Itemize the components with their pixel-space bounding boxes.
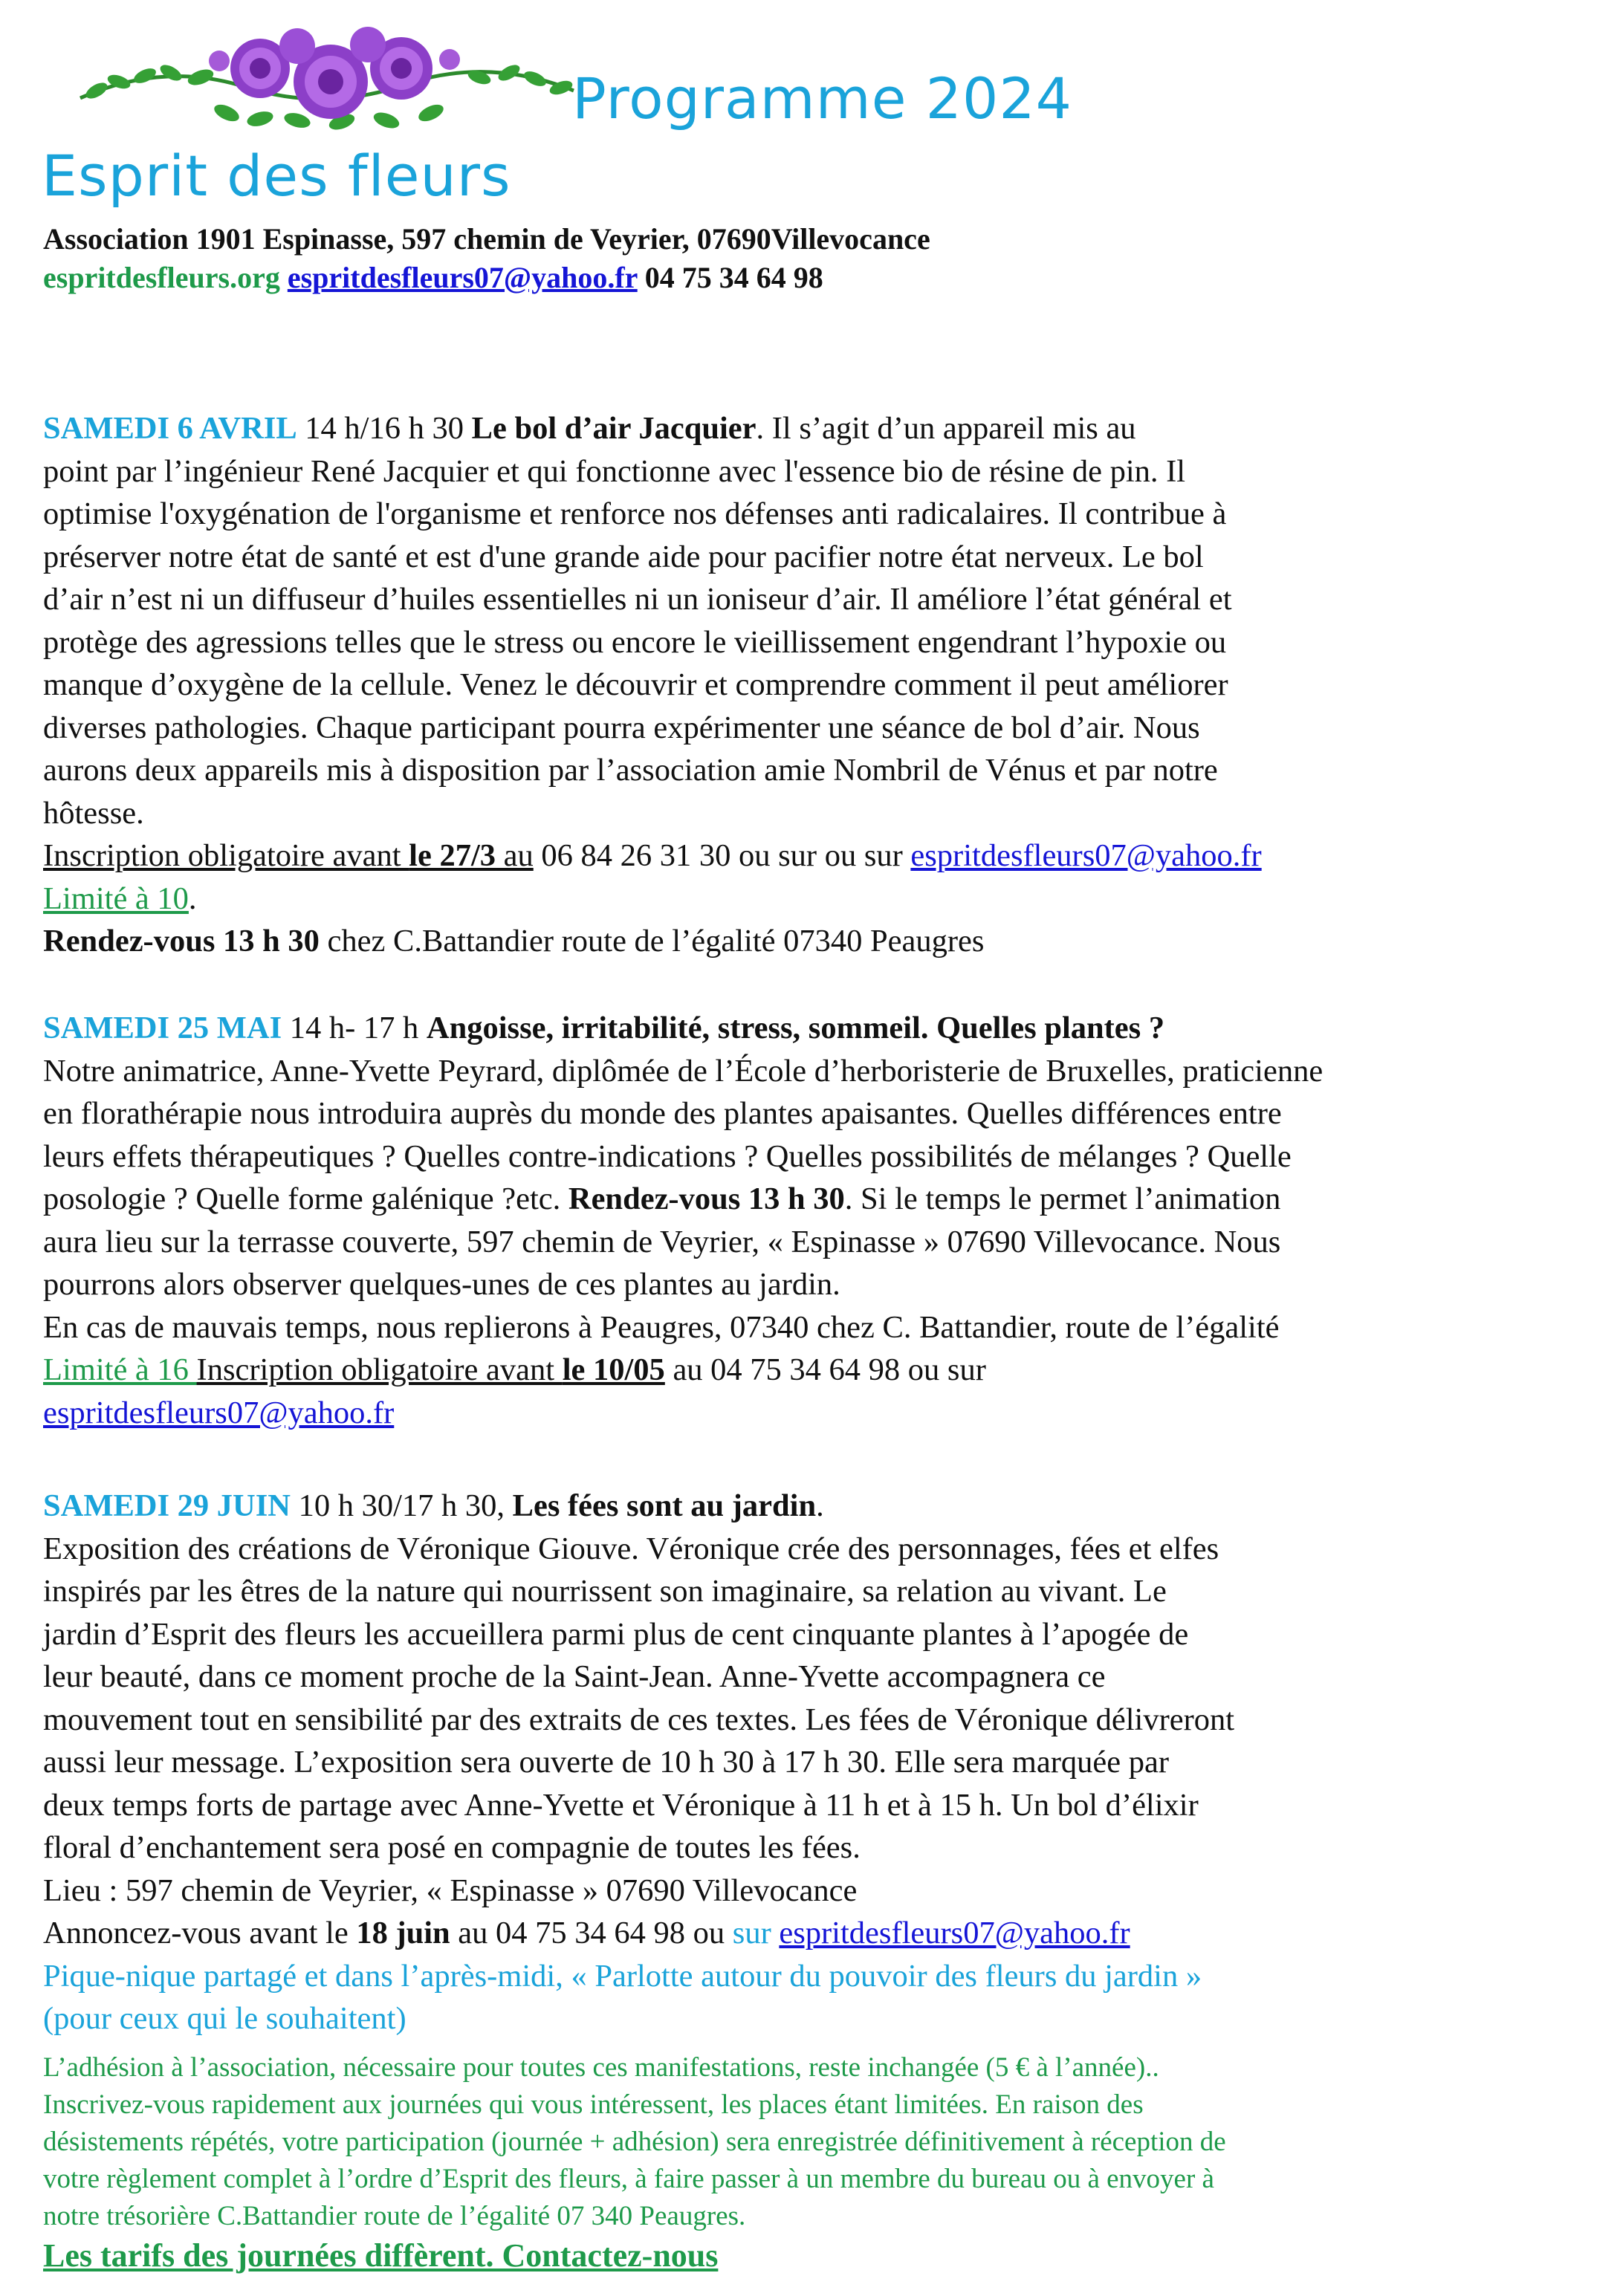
event-3-registration	[43, 1912, 1589, 1955]
event-2-text: Notre animatrice, Anne-Yvette Peyrard, diplômée de l’École d’herboristerie de Bruxelles, praticienne	[43, 1053, 1323, 1089]
event-3-text: Exposition des créations de Véronique Giouve. Véronique crée des personnages, fées et elfes	[43, 1531, 1219, 1566]
registration-note: votre règlement complet à l’ordre d’Esprit des fleurs, à faire passer à un membre du bureau ou à envoyer à	[43, 2164, 1214, 2194]
announce-sur: sur	[732, 1916, 780, 1950]
contact-line	[43, 260, 823, 295]
event-3-location: Lieu : 597 chemin de Veyrier, « Espinasse » 07690 Villevocance	[43, 1872, 858, 1908]
event-2-title: Angoisse, irritabilité, stress, sommeil. Quelles plantes ?	[426, 1011, 1165, 1045]
event-2-meeting-time: Rendez-vous 13 h 30	[568, 1181, 845, 1216]
footer-notes	[43, 2049, 1589, 2235]
event-2-text-part: . Si le temps le permet l’animation	[844, 1181, 1281, 1216]
event-3-title: Les fées sont au jardin	[512, 1488, 817, 1523]
event-2-text: aura lieu sur la terrasse couverte, 597 chemin de Veyrier, « Espinasse » 07690 Villevocance. Nous	[43, 1224, 1281, 1259]
registration-phone: 06 84 26 31 30 ou sur ou sur	[533, 838, 911, 873]
event-2-text: en florathérapie nous introduira auprès du monde des plantes apaisantes. Quelles différences entre	[43, 1096, 1282, 1131]
limit-label: Limité à 10	[43, 881, 189, 916]
program-title: Programme 2024	[572, 65, 1073, 132]
event-1-text: aurons deux appareils mis à disposition par l’association amie Nombril de Vénus et par notre	[43, 753, 1218, 788]
purple-rose-garland-icon	[74, 16, 580, 143]
event-1	[43, 407, 1589, 963]
event-1-text: d’air n’est ni un diffuseur d’huiles essentielles ni un ioniseur d’air. Il améliore l’état général et	[43, 582, 1232, 617]
limit-label: Limité à 16	[43, 1352, 197, 1387]
event-1-text: préserver notre état de santé et est d'une grande aide pour pacifier notre état nerveux. Le bol	[43, 539, 1204, 574]
registration-note: désistements répétés, votre participation (journée + adhésion) sera enregistrée définitivement à réception de	[43, 2127, 1226, 2157]
registration-deadline: le 10/05	[562, 1352, 665, 1387]
event-2-email	[43, 1392, 1589, 1435]
event-3-text: aussi leur message. L’exposition sera ouverte de 10 h 30 à 17 h 30. Elle sera marquée par	[43, 1745, 1169, 1780]
event-1-registration	[43, 834, 1589, 878]
event-2-text: leurs effets thérapeutiques ? Quelles contre-indications ? Quelles possibilités de mélanges ? Quelle	[43, 1138, 1292, 1174]
event-3-text: leur beauté, dans ce moment proche de la Saint-Jean. Anne-Yvette accompagnera ce	[43, 1659, 1106, 1694]
event-1-text: hôtesse.	[43, 795, 144, 831]
event-2-date: SAMEDI 25 MAI	[43, 1011, 282, 1045]
event-1-heading	[43, 407, 1589, 450]
meeting-place: chez C.Battandier route de l’égalité 07340 Peaugres	[319, 924, 985, 959]
event-3-heading	[43, 1485, 1589, 1528]
event-3-text: mouvement tout en sensibilité par des extraits de ces textes. Les fées de Véronique délivreront	[43, 1702, 1235, 1737]
event-3	[43, 1485, 1589, 2040]
event-1-text: diverses pathologies. Chaque participant pourra expérimenter une séance de bol d’air. Nous	[43, 710, 1200, 745]
event-2-text-part: posologie ? Quelle forme galénique ?etc.	[43, 1181, 568, 1216]
meeting-time: Rendez-vous 13 h 30	[43, 924, 320, 959]
event-2-text	[43, 1178, 1589, 1221]
org-name: Esprit des fleurs	[42, 143, 511, 209]
event-2	[43, 1007, 1589, 1434]
announce-phone: au 04 75 34 64 98 ou	[450, 1916, 733, 1950]
email-link[interactable]: espritdesfleurs07@yahoo.fr	[287, 261, 638, 294]
registration-note: notre trésorière C.Battandier route de l’égalité 07 340 Peaugres.	[43, 2201, 746, 2231]
event-2-text: En cas de mauvais temps, nous replierons à Peaugres, 07340 chez C. Battandier, route de l’égalité	[43, 1309, 1280, 1345]
event-3-text: jardin d’Esprit des fleurs les accueillera parmi plus de cent cinquante plantes à l’apogée de	[43, 1616, 1189, 1652]
event-1-meeting	[43, 920, 1589, 963]
event-1-time: 14 h/16 h 30	[297, 411, 472, 446]
event-1-text: point par l’ingénieur René Jacquier et qui fonctionne avec l'essence bio de résine de pin. Il	[43, 453, 1186, 489]
registration-label: Inscription obligatoire avant	[196, 1352, 563, 1387]
event-3-picnic: Pique-nique partagé et dans l’après-midi, « Parlotte autour du pouvoir des fleurs du jardin »	[43, 1958, 1202, 1994]
event-3-date: SAMEDI 29 JUIN	[43, 1488, 291, 1523]
tarifs-contact-link[interactable]: Les tarifs des journées diffèrent. Contactez-nous	[43, 2237, 719, 2274]
announce-deadline: 18 juin	[356, 1916, 450, 1950]
phone-number: 04 75 34 64 98	[644, 261, 823, 294]
registration-phone: au 04 75 34 64 98 ou sur	[664, 1352, 986, 1387]
limit-dot: .	[188, 881, 197, 916]
registration-label: Inscription obligatoire avant	[43, 838, 409, 873]
event-1-limit	[43, 878, 1589, 921]
event-2-text: pourrons alors observer quelques-unes de ces plantes au jardin.	[43, 1267, 840, 1302]
registration-deadline: le 27/3	[409, 838, 496, 873]
event-3-text: inspirés par les êtres de la nature qui nourrissent son imaginaire, sa relation au vivant. Le	[43, 1574, 1167, 1609]
event-2-heading	[43, 1007, 1589, 1050]
event-1-text: protège des agressions telles que le stress ou encore le vieillissement engendrant l’hypoxie ou	[43, 624, 1227, 660]
membership-note: L’adhésion à l’association, nécessaire pour toutes ces manifestations, reste inchangée (5 € à l’année)..	[43, 2052, 1159, 2083]
event-1-text: manque d’oxygène de la cellule. Venez le découvrir et comprendre comment il peut améliorer	[43, 667, 1228, 702]
event-1-title: Le bol d’air Jacquier	[471, 411, 756, 446]
association-address: Association 1901 Espinasse, 597 chemin de Veyrier, 07690Villevocance	[43, 222, 930, 256]
registration-au: au	[496, 838, 534, 873]
event-3-text: deux temps forts de partage avec Anne-Yvette et Véronique à 11 h et à 15 h. Un bol d’élixir	[43, 1787, 1199, 1823]
event-2-time: 14 h- 17 h	[282, 1011, 427, 1045]
announce-label: Annoncez-vous avant le	[43, 1916, 357, 1950]
website-link[interactable]: espritdesfleurs.org	[43, 261, 280, 294]
event-1-date: SAMEDI 6 AVRIL	[43, 411, 297, 446]
event-3-text: floral d’enchantement sera posé en compagnie de toutes les fées.	[43, 1830, 861, 1865]
event-3-time: 10 h 30/17 h 30,	[290, 1488, 513, 1523]
event-1-text: optimise l'oxygénation de l'organisme et renforce nos défenses anti radicalaires. Il contribue à	[43, 496, 1227, 531]
event-3-picnic-note: (pour ceux qui le souhaitent)	[43, 2001, 406, 2036]
event-3-title-dot: .	[816, 1488, 824, 1523]
event-3-email-link[interactable]: espritdesfleurs07@yahoo.fr	[779, 1916, 1130, 1950]
event-1-email-link[interactable]: espritdesfleurs07@yahoo.fr	[910, 838, 1262, 873]
event-1-text: . Il s’agit d’un appareil mis au	[756, 411, 1136, 446]
event-2-registration	[43, 1349, 1589, 1392]
event-2-email-link[interactable]: espritdesfleurs07@yahoo.fr	[43, 1395, 395, 1430]
registration-note: Inscrivez-vous rapidement aux journées qui vous intéressent, les places étant limitées. En raison des	[43, 2089, 1144, 2120]
